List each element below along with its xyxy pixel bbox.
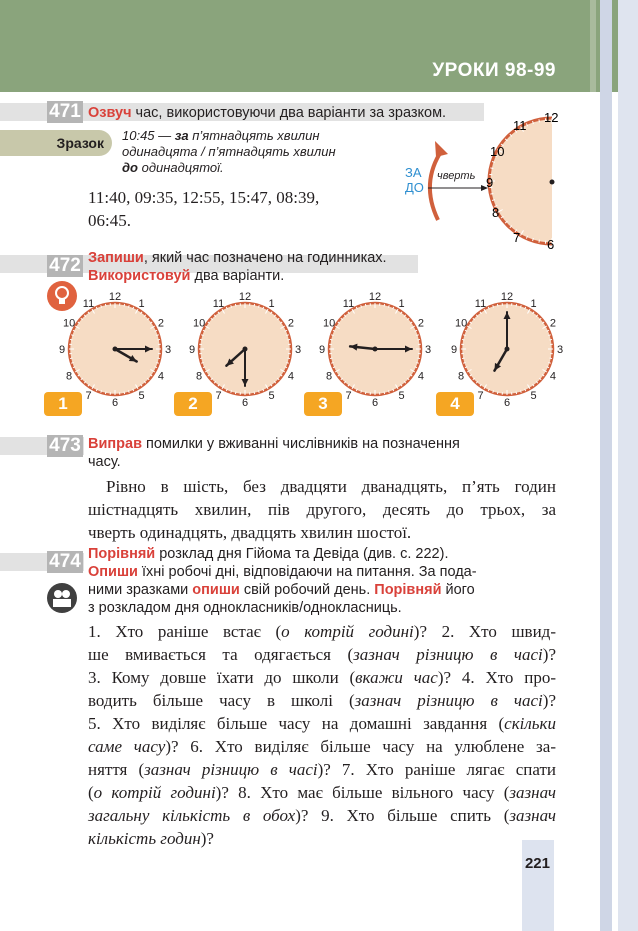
question-text: ше вмивається та одягається ( [88, 645, 354, 664]
clock-number: 9 [318, 344, 326, 356]
task-text: ними зразками [88, 582, 193, 598]
clock-tick [124, 392, 125, 394]
clock-number: 12 [544, 110, 559, 125]
clock-tick [550, 339, 552, 340]
task-verb: Запиши [88, 250, 144, 266]
task-verb: Виправ [88, 436, 142, 452]
clock-number: 1 [398, 298, 405, 311]
header-stripe [618, 0, 638, 92]
clock-tick [462, 358, 464, 359]
sample-label: Зразок [0, 130, 112, 156]
clock-center [113, 347, 118, 352]
question-hint: вкажи час [355, 668, 438, 687]
margin-stripe [618, 92, 638, 931]
exercise-number: 474 [47, 551, 83, 573]
clock-number: 2 [157, 317, 164, 330]
clock-number: 12 [238, 291, 252, 303]
clock-tick [105, 304, 106, 306]
clock-number: 8 [196, 370, 203, 383]
exercise-number: 471 [47, 101, 83, 123]
question-hint: зазнач [509, 783, 556, 802]
clock-face [450, 291, 564, 409]
clock-number: 3 [424, 344, 432, 356]
clock-number: 12 [500, 291, 514, 303]
clock-number: 11 [212, 298, 225, 311]
question-hint: зазнач різницю в часі [354, 691, 543, 710]
clock-number: 6 [241, 397, 249, 409]
clock-number: 10 [490, 144, 505, 159]
clock-tick [497, 392, 498, 394]
clock-number: 4 [157, 370, 164, 383]
clock-number: 11 [342, 298, 355, 311]
question-text: няття ( [88, 760, 145, 779]
clock-tick [200, 358, 202, 359]
task-verb: опиши [192, 582, 240, 598]
exercise-task [88, 545, 477, 617]
clock-tick [418, 339, 420, 340]
exercise-number: 472 [47, 255, 83, 277]
clock-tick [330, 358, 332, 359]
clock-number: 4 [287, 370, 294, 383]
times-line: 11:40, 09:35, 12:55, 15:47, 08:39, [88, 188, 320, 207]
clock-tick [539, 240, 540, 243]
clock-tick [70, 339, 72, 340]
clock-tick [516, 304, 517, 306]
question-text: 1. Хто раніше встає ( [88, 622, 282, 641]
exercise-body [88, 475, 556, 544]
clock-label: 1 [44, 392, 82, 416]
clock-number: 1 [530, 298, 537, 311]
question-line [88, 689, 556, 712]
clock-number: 12 [368, 291, 382, 303]
clock-tick [158, 358, 160, 359]
clock-number: 2 [549, 317, 556, 330]
question-line [88, 620, 556, 643]
pair-work-icon [47, 583, 77, 613]
question-hint: зазнач різницю в часі [353, 645, 543, 664]
clock-number: 7 [513, 230, 521, 245]
clock-tick [235, 392, 236, 394]
clock-tick [365, 304, 366, 306]
clock-number: 9 [188, 344, 196, 356]
clock-number: 10 [454, 317, 468, 330]
clock-center [373, 347, 378, 352]
clock-number: 1 [268, 298, 275, 311]
question-line [88, 781, 556, 804]
exercise-number: 473 [47, 435, 83, 457]
clock-label: 2 [174, 392, 212, 416]
clock-number: 3 [294, 344, 302, 356]
question-hint: зазнач [509, 806, 556, 825]
clock-tick [490, 193, 493, 194]
task-text: час, використовуючи два варіанти за зразком. [131, 105, 447, 121]
do-label: ДО [405, 180, 424, 195]
clock-number: 5 [268, 389, 275, 402]
page-number-stripe [522, 840, 554, 931]
clock-label: 4 [436, 392, 474, 416]
task-verb: Порівняй [88, 546, 156, 562]
clock-face [58, 291, 172, 409]
question-text: )? 2. Хто швид- [413, 622, 556, 641]
question-hint: о котрій годині [281, 622, 414, 641]
header-stripe [590, 0, 596, 92]
clock-tick [384, 304, 385, 306]
clock-center [550, 180, 555, 185]
clock-tick [490, 168, 493, 169]
clock-number: 9 [58, 344, 66, 356]
clock-number: 8 [492, 205, 500, 220]
question-text: )? 8. Хто має більше вільного часу ( [215, 783, 510, 802]
chvert-label: чверть [437, 170, 476, 182]
clock-tick [288, 358, 290, 359]
question-text: 5. Хто виділяє більше часу на домашні завдання ( [88, 714, 505, 733]
arrow-head [435, 141, 448, 157]
sample-bold: за [174, 128, 189, 143]
question-line [88, 827, 556, 850]
body-line: шістнадцять хвилин, пів другого, десять до трьох, за [88, 500, 556, 519]
times-list [88, 186, 378, 232]
task-text: їхні робочі дні, відповідаючи на питання. За пода- [137, 564, 477, 580]
clock-tick [550, 358, 552, 359]
clock-number: 3 [556, 344, 564, 356]
sample-text-part: одинадцята / п’ятнадцять хвилин [122, 144, 336, 159]
clock-tick [254, 304, 255, 306]
question-text: )? 7. Хто раніше лягає спати [317, 760, 556, 779]
clock-number: 10 [192, 317, 206, 330]
task-text: часу. [88, 454, 121, 470]
task-verb: Порівняй [374, 582, 442, 598]
clock-number: 9 [450, 344, 458, 356]
half-clock-diagram [380, 108, 570, 253]
sample-text [122, 128, 336, 176]
clock-number: 7 [477, 389, 484, 402]
clock-number: 6 [111, 397, 119, 409]
question-text: 3. Кому довше їхати до школи ( [88, 668, 356, 687]
clock-number: 4 [549, 370, 556, 383]
clock-tick [254, 392, 255, 394]
clock-tick [105, 392, 106, 394]
question-line [88, 712, 556, 735]
question-text: )? 9. Хто більше спить ( [295, 806, 510, 825]
clock-tick [539, 119, 540, 122]
clock-number: 7 [215, 389, 222, 402]
page-number: 221 [524, 855, 550, 872]
clock-tick [462, 339, 464, 340]
task-text: два варіанти. [190, 268, 285, 284]
task-verb: Використовуй [88, 268, 191, 284]
sample-time: 10:45 — [122, 128, 175, 143]
question-hint: кількість годин [88, 829, 201, 848]
za-label: ЗА [405, 165, 422, 180]
clock-number: 8 [458, 370, 465, 383]
question-text: )? [200, 829, 214, 848]
clock-number: 2 [417, 317, 424, 330]
question-text: ( [88, 783, 94, 802]
clock-tick [418, 358, 420, 359]
question-hint: о котрій годині [93, 783, 216, 802]
question-line [88, 758, 556, 781]
sample-text-part: одинадцятої. [137, 160, 224, 175]
task-verb: Озвуч [88, 105, 132, 121]
question-hint: загальну кількість в обох [88, 806, 296, 825]
question-line [88, 666, 556, 689]
clock-tick [516, 392, 517, 394]
clock-number: 3 [164, 344, 172, 356]
clock-number: 12 [108, 291, 122, 303]
questions-body [88, 620, 556, 850]
clock-center [243, 347, 248, 352]
clock-number: 5 [398, 389, 405, 402]
clock-label: 3 [304, 392, 342, 416]
question-line [88, 804, 556, 827]
task-text: помилки у вживанні числівників на позначення [141, 436, 460, 452]
question-text: )? 6. Хто виділяє більше часу на улюблене за- [165, 737, 556, 756]
sample-bold: до [122, 160, 138, 175]
clock-number: 10 [322, 317, 336, 330]
clock-tick [200, 339, 202, 340]
clock-tick [158, 339, 160, 340]
clock-number: 9 [486, 175, 494, 190]
clock-number: 10 [62, 317, 76, 330]
question-hint: скільки [504, 714, 556, 733]
times-line: 06:45. [88, 211, 131, 230]
clock-number: 7 [85, 389, 92, 402]
header-stripe [600, 0, 612, 92]
task-text: , який час позначено на годинниках. [143, 250, 387, 266]
task-verb: Опиши [88, 564, 138, 580]
question-text: )? [542, 691, 557, 710]
clock-tick [384, 392, 385, 394]
clock-number: 5 [530, 389, 537, 402]
clock-number: 1 [138, 298, 145, 311]
sample-text-part: п’ятнадцять хвилин [188, 128, 320, 143]
question-text: )? 4. Хто про- [437, 668, 556, 687]
question-text: )? [542, 645, 556, 664]
clock-tick [288, 339, 290, 340]
clock-tick [235, 304, 236, 306]
clock-tick [330, 339, 332, 340]
question-hint: зазнач різницю в часі [144, 760, 318, 779]
clock-number: 6 [503, 397, 511, 409]
clock-number: 6 [547, 237, 555, 252]
clock-face [318, 291, 432, 409]
pair-work-icon [47, 583, 77, 613]
clock-number: 11 [82, 298, 95, 311]
clock-tick [497, 304, 498, 306]
question-line [88, 643, 556, 666]
clock-tick [365, 392, 366, 394]
body-line: чверть одинадцять, двадцять хвилин шостої. [88, 523, 412, 542]
exercise-task [88, 249, 387, 285]
clock-number: 8 [66, 370, 73, 383]
clock-number: 11 [474, 298, 487, 311]
question-text: водить більше часу в школі ( [88, 691, 355, 710]
clock-number: 5 [138, 389, 145, 402]
margin-stripe [600, 92, 612, 931]
lesson-title: УРОКИ 98-99 [432, 60, 556, 81]
clock-tick [124, 304, 125, 306]
task-text: з розкладом дня однокласників/однокласниць. [88, 600, 402, 616]
clock-number: 7 [345, 389, 352, 402]
clock-number: 11 [513, 118, 527, 133]
clock-number: 6 [371, 397, 379, 409]
clock-number: 8 [326, 370, 333, 383]
task-text: свій робочий день. [239, 582, 375, 598]
clock-number: 4 [417, 370, 424, 383]
question-hint: саме часу [88, 737, 166, 756]
arrow-arc [430, 150, 442, 220]
task-text: розклад дня Гійома та Девіда (див. с. 222). [155, 546, 449, 562]
task-text: його [441, 582, 475, 598]
clock-center [505, 347, 510, 352]
half-clock-face [489, 118, 552, 244]
clock-number: 2 [287, 317, 294, 330]
clock-tick [70, 358, 72, 359]
question-line [88, 735, 556, 758]
exercise-task [88, 435, 528, 471]
body-line: Рівно в шість, без двадцяти дванадцять, п’ять годин [106, 477, 556, 496]
clock-face [188, 291, 302, 409]
